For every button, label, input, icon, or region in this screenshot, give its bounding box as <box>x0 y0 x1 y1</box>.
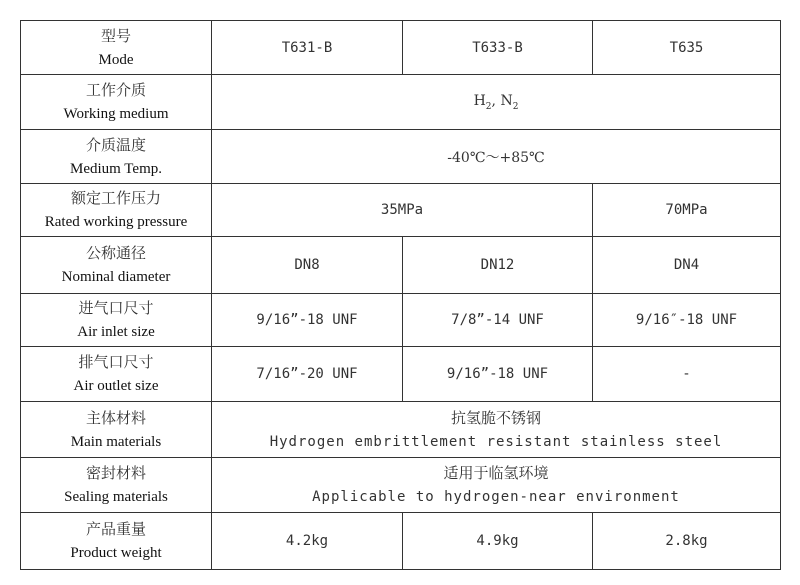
row-pressure <box>21 184 781 237</box>
label-cn: 密封材料 <box>85 464 146 482</box>
inlet-t631b: 9/16”-18 UNF <box>212 294 403 347</box>
weight-t633b: 4.9kg <box>403 513 593 570</box>
medium-sep: , <box>491 92 501 109</box>
medium-n-sub: 2 <box>512 101 519 112</box>
label-en: Air outlet size <box>73 378 159 394</box>
medium-h: H <box>473 92 486 109</box>
weight-t631b: 4.2kg <box>212 513 403 570</box>
row-material <box>21 402 781 458</box>
inlet-t633b: 7/8”-14 UNF <box>403 294 593 347</box>
label-en: Nominal diameter <box>61 269 171 285</box>
label-en: Sealing materials <box>64 489 168 505</box>
pressure-t635: 70MPa <box>593 184 781 237</box>
model-t631b: T631-B <box>212 21 403 75</box>
label-en: Rated working pressure <box>44 214 188 230</box>
label-en: Medium Temp. <box>70 160 162 177</box>
label-cn: 主体材料 <box>85 408 146 427</box>
outlet-t635: - <box>593 347 781 402</box>
sealing-cn: 适用于临氢环境 <box>443 464 549 482</box>
row-label-weight <box>21 513 212 570</box>
model-t633b: T633-B <box>403 21 593 75</box>
outlet-t633b: 9/16”-18 UNF <box>403 347 593 402</box>
material-en: Hydrogen embrittlement resistant stainless steel <box>269 433 723 450</box>
row-label-pressure <box>21 184 212 237</box>
label-cn: 型号 <box>100 26 131 45</box>
row-model <box>21 21 781 75</box>
spec-table <box>20 20 781 570</box>
row-label-medium <box>21 75 212 130</box>
diameter-t635: DN4 <box>593 237 781 294</box>
row-label-model <box>21 21 212 75</box>
row-label-temp <box>21 130 212 184</box>
label-cn: 排气口尺寸 <box>78 353 154 371</box>
label-en: Product weight <box>70 545 162 561</box>
weight-t635: 2.8kg <box>593 513 781 570</box>
pressure-shared: 35MPa <box>212 184 593 237</box>
label-cn: 公称通径 <box>85 244 146 262</box>
inlet-t635: 9/16″-18 UNF <box>593 294 781 347</box>
row-inlet <box>21 294 781 347</box>
medium-n: N <box>500 92 513 109</box>
label-cn: 额定工作压力 <box>70 189 161 207</box>
diameter-t633b: DN12 <box>403 237 593 294</box>
outlet-t631b: 7/16”-20 UNF <box>212 347 403 402</box>
sealing-value <box>212 458 781 513</box>
row-label-material <box>21 402 212 458</box>
label-en: Main materials <box>70 433 162 450</box>
row-label-diameter <box>21 237 212 294</box>
label-cn: 进气口尺寸 <box>78 299 154 317</box>
material-cn: 抗氢脆不锈钢 <box>450 408 541 427</box>
row-label-sealing <box>21 458 212 513</box>
row-temp <box>21 130 781 184</box>
medium-h-sub: 2 <box>485 101 492 112</box>
row-outlet <box>21 347 781 402</box>
sealing-en: Applicable to hydrogen-near environment <box>312 489 680 505</box>
label-cn: 工作介质 <box>85 81 146 99</box>
row-medium <box>21 75 781 130</box>
model-t635: T635 <box>593 21 781 75</box>
label-en: Working medium <box>63 106 169 122</box>
row-weight <box>21 513 781 570</box>
medium-value <box>212 75 781 130</box>
row-label-inlet <box>21 294 212 347</box>
diameter-t631b: DN8 <box>212 237 403 294</box>
row-sealing <box>21 458 781 513</box>
label-cn: 介质温度 <box>85 135 146 154</box>
row-diameter <box>21 237 781 294</box>
temp-value: -40℃～+85℃ <box>212 130 781 184</box>
row-label-outlet <box>21 347 212 402</box>
label-en: Mode <box>98 51 134 68</box>
label-en: Air inlet size <box>77 324 155 340</box>
material-value <box>212 402 781 458</box>
label-cn: 产品重量 <box>85 520 146 538</box>
